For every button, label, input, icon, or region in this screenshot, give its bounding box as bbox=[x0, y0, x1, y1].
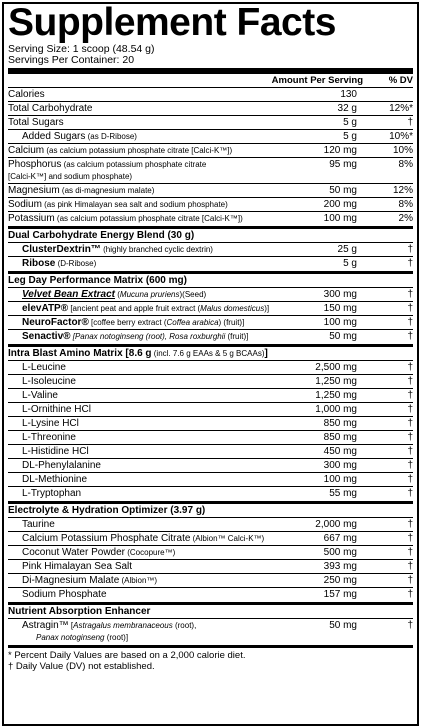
ingredient-name: DL-Methionine bbox=[22, 474, 88, 485]
nutrient-amount: 130 bbox=[340, 89, 357, 100]
ingredient-source-latin: Rosa roxburghii bbox=[169, 332, 226, 341]
ingredient-dv: † bbox=[407, 432, 413, 443]
ingredient-dv: † bbox=[407, 289, 413, 300]
nutrient-amount: 95 mg bbox=[329, 159, 357, 170]
ingredient-row bbox=[8, 560, 413, 574]
nutrient-name: Total Carbohydrate bbox=[8, 103, 93, 114]
ingredient-dv: † bbox=[407, 404, 413, 415]
ingredient-source: [coffee berry extract ( bbox=[88, 318, 167, 327]
ingredient-name: Astragin™ bbox=[22, 620, 69, 631]
nutrient-row-magnesium bbox=[8, 184, 413, 198]
servings-per-container: Servings Per Container: 20 bbox=[8, 54, 135, 66]
panel-title: Supplement Facts bbox=[8, 1, 336, 44]
ingredient-source: [ bbox=[68, 621, 74, 630]
nutrient-name: Total Sugars bbox=[8, 117, 64, 128]
matrix-row-senactiv bbox=[8, 330, 413, 344]
ingredient-name: Calcium Potassium Phosphate Citrate bbox=[22, 533, 191, 544]
ingredient-name-wrap bbox=[8, 403, 293, 417]
nutrient-name-wrap bbox=[8, 130, 293, 144]
ingredient-dv: † bbox=[407, 376, 413, 387]
matrix-row-elevatp bbox=[8, 302, 413, 316]
nutrient-amount: 50 mg bbox=[329, 185, 357, 196]
nutrient-source: (as calcium potassium phosphate citrate [Calci-K™]) bbox=[54, 214, 243, 223]
blend-row-ribose bbox=[8, 257, 413, 271]
ingredient-row bbox=[8, 546, 413, 560]
nutrient-row-total-carbohydrate bbox=[8, 102, 413, 116]
section-title-absorption: Nutrient Absorption Enhancer bbox=[8, 605, 413, 619]
ingredient-dv: † bbox=[407, 575, 413, 586]
nutrient-dv: 10% bbox=[392, 145, 413, 156]
ingredient-name-wrap bbox=[8, 330, 293, 344]
section-title-leg-day: Leg Day Performance Matrix (600 mg) bbox=[8, 274, 413, 288]
section-title-end: ] bbox=[264, 348, 268, 359]
nutrient-name: Calories bbox=[8, 89, 45, 100]
ingredient-row bbox=[8, 459, 413, 473]
dv-header: % DV bbox=[388, 75, 413, 86]
ingredient-name-wrap bbox=[8, 431, 293, 445]
ingredient-amount: 500 mg bbox=[323, 547, 357, 558]
ingredient-amount: 850 mg bbox=[323, 418, 357, 429]
ingredient-source-end: )] bbox=[264, 304, 270, 313]
ingredient-source-end: (root), bbox=[172, 621, 197, 630]
ingredient-dv: † bbox=[407, 547, 413, 558]
nutrient-amount: 32 g bbox=[337, 103, 357, 114]
ingredient-name-wrap bbox=[8, 417, 293, 431]
matrix-row-velvet-bean bbox=[8, 288, 413, 302]
nutrient-dv bbox=[373, 88, 413, 89]
ingredient-name: NeuroFactor® bbox=[22, 317, 89, 328]
ingredient-dv: † bbox=[407, 331, 413, 342]
ingredient-name: L-Isoleucine bbox=[22, 376, 76, 387]
ingredient-name: L-Leucine bbox=[22, 362, 66, 373]
ingredient-name: Sodium Phosphate bbox=[22, 589, 107, 600]
nutrient-name: Sodium bbox=[8, 199, 42, 210]
nutrient-row-calcium bbox=[8, 144, 413, 158]
ingredient-row bbox=[8, 487, 413, 501]
ingredient-source: (Albion™ Calci-K™) bbox=[190, 534, 265, 543]
ingredient-dv: † bbox=[407, 533, 413, 544]
nutrient-dv: 10%* bbox=[389, 131, 413, 142]
serving-size: Serving Size: 1 scoop (48.54 g) bbox=[8, 43, 155, 55]
ingredient-row bbox=[8, 445, 413, 459]
section-title-electrolyte: Electrolyte & Hydration Optimizer (3.97 g) bbox=[8, 504, 413, 518]
nutrient-source: (as di-magnesium malate) bbox=[59, 186, 155, 195]
ingredient-name-wrap bbox=[8, 288, 293, 302]
ingredient-row bbox=[8, 473, 413, 487]
ingredient-name: L-Valine bbox=[22, 390, 58, 401]
ingredient-dv: † bbox=[407, 589, 413, 600]
ingredient-name-wrap bbox=[8, 389, 293, 403]
nutrient-amount: 5 g bbox=[343, 131, 357, 142]
ingredient-name-wrap bbox=[8, 445, 293, 459]
nutrient-row-phosphorus bbox=[8, 158, 413, 184]
ingredient-source: [Panax notoginseng (root), bbox=[70, 332, 170, 341]
nutrient-name-wrap bbox=[8, 184, 293, 198]
ingredient-dv: † bbox=[407, 244, 413, 255]
ingredient-name: Taurine bbox=[22, 519, 55, 530]
ingredient-source-end: (fruit)] bbox=[225, 332, 249, 341]
electrolyte-list bbox=[8, 518, 413, 602]
ingredient-dv: † bbox=[407, 488, 413, 499]
nutrient-name: Potassium bbox=[8, 213, 55, 224]
ingredient-source-latin: Mucuna pruriens bbox=[119, 290, 180, 299]
nutrient-dv: 2% bbox=[398, 213, 413, 224]
ingredient-row bbox=[8, 588, 413, 602]
ingredient-name-wrap bbox=[8, 487, 293, 501]
ingredient-dv: † bbox=[407, 620, 413, 631]
ingredient-amount: 2,000 mg bbox=[315, 519, 357, 530]
ingredient-source: (Cocopure™) bbox=[125, 548, 176, 557]
nutrient-name-wrap bbox=[8, 198, 293, 212]
footnote-percent-dv: * Percent Daily Values are based on a 2,000 calorie diet. bbox=[8, 650, 246, 661]
ingredient-source: (D-Ribose) bbox=[55, 259, 97, 268]
nutrient-dv: † bbox=[407, 117, 413, 128]
nutrient-row-total-sugars bbox=[8, 116, 413, 130]
amount-header: Amount Per Serving bbox=[271, 75, 363, 86]
ingredient-source-latin: Malus domesticus bbox=[200, 304, 265, 313]
ingredient-name-wrap bbox=[8, 243, 293, 257]
nutrient-source: (as calcium potassium phosphate citrate [Calci-K™]) bbox=[44, 146, 233, 155]
ingredient-name-wrap bbox=[8, 459, 293, 473]
ingredient-name-wrap bbox=[8, 619, 293, 645]
nutrient-amount: 200 mg bbox=[323, 199, 357, 210]
ingredient-amount: 50 mg bbox=[329, 331, 357, 342]
nutrient-name: Added Sugars bbox=[22, 131, 86, 142]
ingredient-row bbox=[8, 574, 413, 588]
ingredient-amount: 1,250 mg bbox=[315, 390, 357, 401]
ingredient-source: (highly branched cyclic dextrin) bbox=[100, 245, 213, 254]
ingredient-amount: 667 mg bbox=[323, 533, 357, 544]
ingredient-row bbox=[8, 361, 413, 375]
ingredient-name: L-Tryptophan bbox=[22, 488, 82, 499]
ingredient-name-wrap bbox=[8, 473, 293, 487]
nutrient-source: (as D-Ribose) bbox=[85, 132, 137, 141]
ingredient-dv: † bbox=[407, 460, 413, 471]
ingredient-name: Senactiv® bbox=[22, 331, 71, 342]
ingredient-source-latin: Astragalus membranaceous bbox=[73, 621, 173, 630]
ingredient-source-end: )(Seed) bbox=[179, 290, 207, 299]
ingredient-name-wrap bbox=[8, 518, 293, 532]
ingredient-amount: 50 mg bbox=[329, 620, 357, 631]
ingredient-name-wrap bbox=[8, 588, 293, 602]
ingredient-name: Coconut Water Powder bbox=[22, 547, 126, 558]
nutrient-name-wrap bbox=[8, 212, 293, 226]
ingredient-amount: 157 mg bbox=[323, 589, 357, 600]
ingredient-amount: 300 mg bbox=[323, 289, 357, 300]
ingredient-amount: 2,500 mg bbox=[315, 362, 357, 373]
nutrient-source-line2: [Calci-K™] and sodium phosphate) bbox=[8, 172, 133, 181]
ingredient-row bbox=[8, 518, 413, 532]
nutrient-row-added-sugars bbox=[8, 130, 413, 144]
section-title-detail: (incl. 7.6 g EAAs & 5 g BCAAs) bbox=[151, 349, 265, 358]
ingredient-amount: 25 g bbox=[337, 244, 357, 255]
ingredient-dv: † bbox=[407, 317, 413, 328]
ingredient-dv: † bbox=[407, 258, 413, 269]
nutrient-amount: 5 g bbox=[343, 117, 357, 128]
ingredient-source-latin: Coffea arabica bbox=[166, 318, 219, 327]
ingredient-source: (Albion™) bbox=[119, 576, 158, 585]
ingredient-name-wrap bbox=[8, 560, 293, 574]
ingredient-row bbox=[8, 403, 413, 417]
ingredient-dv: † bbox=[407, 418, 413, 429]
ingredient-name-wrap bbox=[8, 375, 293, 389]
ingredient-dv: † bbox=[407, 519, 413, 530]
ingredient-amount: 150 mg bbox=[323, 303, 357, 314]
nutrient-name: Calcium bbox=[8, 145, 45, 156]
nutrient-dv: 12%* bbox=[389, 103, 413, 114]
ingredient-source: [ancient peat and apple fruit extract ( bbox=[68, 304, 201, 313]
ingredient-source-latin-2: Panax notoginseng bbox=[36, 633, 105, 642]
section-title-dual-carbohydrate: Dual Carbohydrate Energy Blend (30 g) bbox=[8, 229, 413, 243]
ingredient-name: ClusterDextrin™ bbox=[22, 244, 101, 255]
ingredient-row bbox=[8, 431, 413, 445]
nutrient-name-wrap bbox=[8, 144, 293, 158]
ingredient-amount: 450 mg bbox=[323, 446, 357, 457]
nutrient-dv: 8% bbox=[398, 199, 413, 210]
ingredient-amount: 1,250 mg bbox=[315, 376, 357, 387]
ingredient-row bbox=[8, 532, 413, 546]
ingredient-dv: † bbox=[407, 303, 413, 314]
ingredient-name-wrap bbox=[8, 257, 293, 271]
nutrient-dv: 8% bbox=[398, 159, 413, 170]
nutrient-row-calories bbox=[8, 88, 413, 102]
ingredient-amount: 300 mg bbox=[323, 460, 357, 471]
ingredient-dv: † bbox=[407, 561, 413, 572]
ingredient-amount: 393 mg bbox=[323, 561, 357, 572]
supplement-facts-panel bbox=[2, 2, 419, 726]
nutrient-amount: 120 mg bbox=[323, 145, 357, 156]
blend-row-clusterdextrin bbox=[8, 243, 413, 257]
ingredient-amount: 100 mg bbox=[323, 317, 357, 328]
ingredient-source-end-2: (root)] bbox=[104, 633, 129, 642]
ingredient-row bbox=[8, 389, 413, 403]
ingredient-dv: † bbox=[407, 474, 413, 485]
ingredient-name-wrap bbox=[8, 361, 293, 375]
nutrient-source: (as calcium potassium phosphate citrate bbox=[61, 160, 207, 169]
ingredient-name-wrap bbox=[8, 574, 293, 588]
ingredient-amount: 5 g bbox=[343, 258, 357, 269]
ingredient-dv: † bbox=[407, 362, 413, 373]
absorption-row-astragin bbox=[8, 619, 413, 645]
nutrient-row-potassium bbox=[8, 212, 413, 226]
ingredient-row bbox=[8, 375, 413, 389]
ingredient-name-wrap bbox=[8, 302, 293, 316]
nutrient-row-sodium bbox=[8, 198, 413, 212]
ingredient-amount: 250 mg bbox=[323, 575, 357, 586]
ingredient-amount: 1,000 mg bbox=[315, 404, 357, 415]
nutrient-dv: 12% bbox=[392, 185, 413, 196]
ingredient-amount: 55 mg bbox=[329, 488, 357, 499]
ingredient-name: L-Ornithine HCl bbox=[22, 404, 91, 415]
ingredient-name-wrap bbox=[8, 316, 293, 330]
ingredient-dv: † bbox=[407, 390, 413, 401]
ingredient-name: Ribose bbox=[22, 258, 56, 269]
column-header-row bbox=[8, 74, 413, 88]
ingredient-name: Di-Magnesium Malate bbox=[22, 575, 120, 586]
ingredient-dv: † bbox=[407, 446, 413, 457]
nutrient-name: Phosphorus bbox=[8, 159, 62, 170]
nutrient-amount: 100 mg bbox=[323, 213, 357, 224]
ingredient-name: Pink Himalayan Sea Salt bbox=[22, 561, 133, 572]
nutrient-name: Magnesium bbox=[8, 185, 60, 196]
ingredient-name: DL-Phenylalanine bbox=[22, 460, 101, 471]
ingredient-name: L-Histidine HCl bbox=[22, 446, 89, 457]
nutrient-name-wrap bbox=[8, 158, 293, 184]
ingredient-name: L-Threonine bbox=[22, 432, 76, 443]
ingredient-name-wrap bbox=[8, 546, 293, 560]
ingredient-name: Velvet Bean Extract bbox=[22, 289, 116, 300]
matrix-row-neurofactor bbox=[8, 316, 413, 330]
ingredient-name: elevATP® bbox=[22, 303, 69, 314]
ingredient-name: L-Lysine HCl bbox=[22, 418, 79, 429]
section-divider bbox=[8, 645, 413, 648]
ingredient-source: ( bbox=[115, 290, 120, 299]
section-title-text: Intra Blast Amino Matrix [8.6 g bbox=[8, 348, 152, 359]
amino-list bbox=[8, 361, 413, 501]
ingredient-amount: 100 mg bbox=[323, 474, 357, 485]
footnote-dv-not-established: † Daily Value (DV) not established. bbox=[8, 661, 155, 672]
section-title-amino-matrix bbox=[8, 347, 413, 361]
ingredient-source-end: ) (fruit)] bbox=[218, 318, 245, 327]
nutrient-source: (as pink Himalayan sea salt and sodium phosphate) bbox=[41, 200, 228, 209]
ingredient-row bbox=[8, 417, 413, 431]
ingredient-name-wrap bbox=[8, 532, 293, 546]
ingredient-amount: 850 mg bbox=[323, 432, 357, 443]
